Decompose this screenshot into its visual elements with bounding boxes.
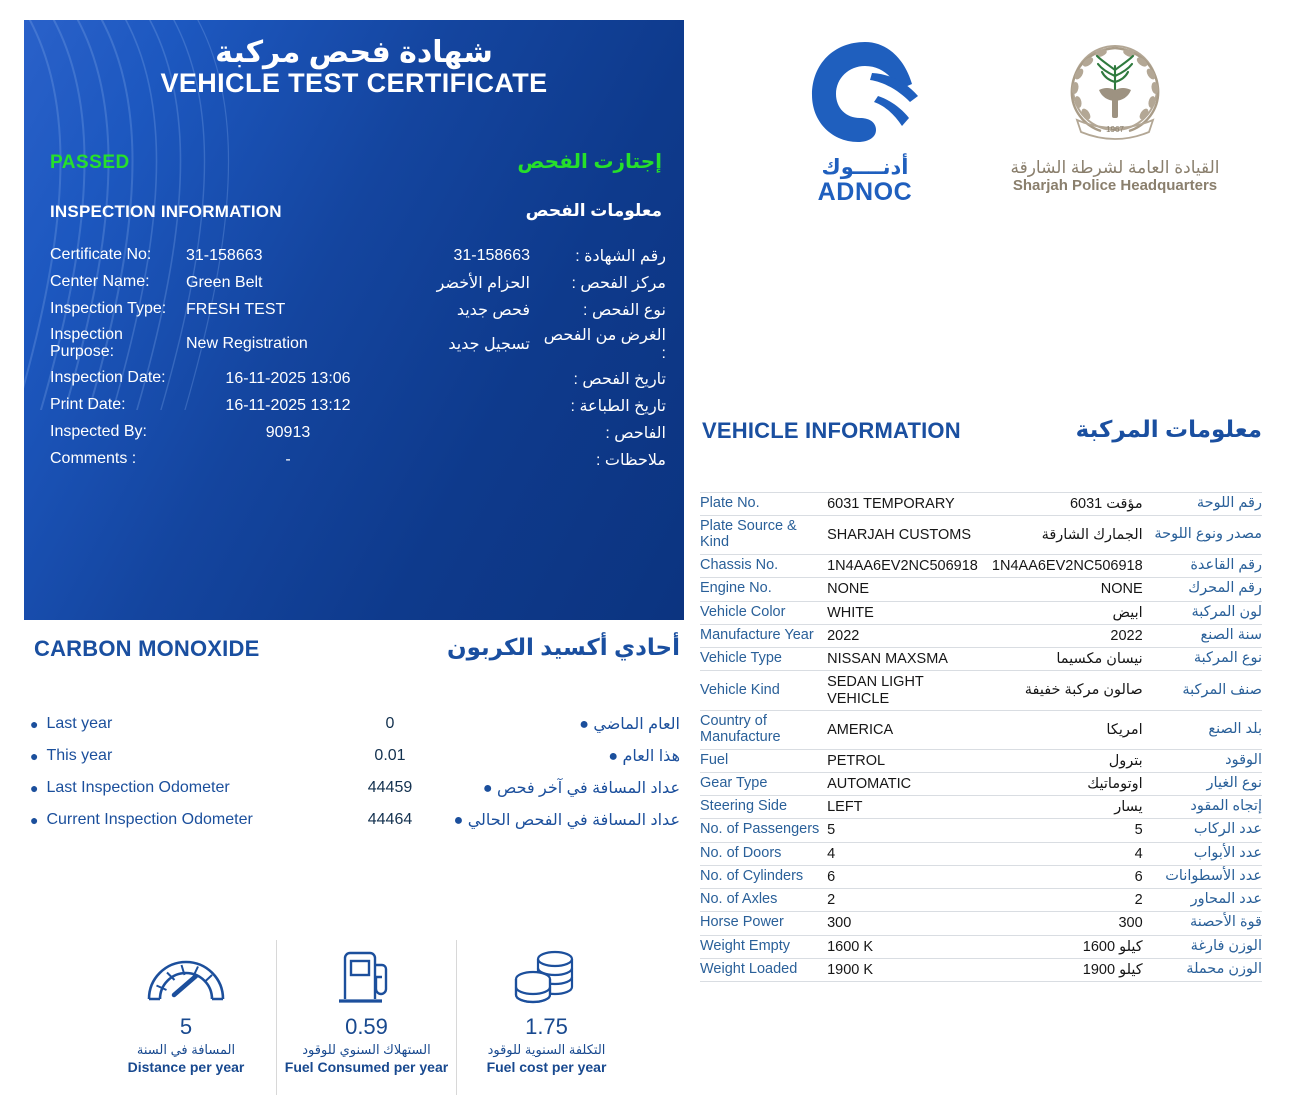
row-label-en: Country of Manufacture [700,710,827,749]
row-value-en: AMERICA [827,710,986,749]
table-row [700,671,1262,710]
row-value-en: 90913 [265,423,311,441]
table-row [700,796,1262,819]
status-label-en: PASSED [50,152,130,173]
vehicle-information-header [700,418,1262,452]
police-label-ar: القيادة العامة لشرطة الشارقة [1010,158,1220,177]
table-row [700,912,1262,935]
row-label-en: Comments : [50,450,137,468]
inspection-row [50,323,666,365]
table-row [700,710,1262,749]
sharjah-police-logo [995,36,1235,195]
table-row [700,578,1262,601]
vehicle-information-table [700,492,1262,982]
sharjah-police-emblem-icon [1055,36,1175,152]
row-value-ar: 2022 [986,624,1153,647]
row-value-ar: نيسان مكسيما [986,648,1153,671]
co-label-en [30,811,330,829]
table-row [700,889,1262,912]
inspection-row [50,269,666,296]
co-label-ar [450,746,680,766]
stat-value: 5 [179,1014,193,1039]
row-value-ar: 4 [986,842,1153,865]
row-value-ar: الحزام الأخضر [436,274,530,292]
bullet-icon: ● [30,716,39,732]
row-label-ar: عدد الركاب [1153,819,1262,842]
row-label-ar: الفاحص : [605,424,666,442]
stat-label-ar: المسافة في السنة [136,1042,236,1057]
row-value-ar: الجمارك الشارقة [986,516,1153,555]
stat-value: 0.59 [345,1014,388,1039]
row-label-ar: رقم المحرك [1153,578,1262,601]
row-value-ar: 300 [986,912,1153,935]
table-row [700,865,1262,888]
row-value-en: New Registration [186,335,308,352]
row-label-en: Inspection Type: [50,300,167,318]
bullet-icon: ● [30,812,39,828]
logo-bar [700,36,1280,226]
row-value-en: 300 [827,912,986,935]
row-value-ar: بترول [986,749,1153,772]
vehicle-information-title-en: VEHICLE INFORMATION [702,418,961,443]
row-value-en: 5 [827,819,986,842]
inspection-information-table [50,242,666,473]
row-label-en: No. of Axles [700,889,827,912]
annual-stats [96,940,636,1095]
row-label-ar: بلد الصنع [1153,710,1262,749]
row-label-ar: مركز الفحص : [571,274,666,292]
row-label-en: Manufacture Year [700,624,827,647]
row-label-ar: عدد المحاور [1153,889,1262,912]
inspection-information-header [50,202,662,226]
row-label-ar: تاريخ الطباعة : [570,397,666,415]
row-value-en: NONE [827,578,986,601]
inspection-information-header-en: INSPECTION INFORMATION [50,202,282,221]
status-badge [50,152,662,178]
table-row [700,648,1262,671]
row-label-en: Center Name: [50,273,150,291]
co-label-ar [450,810,680,830]
row-value-ar: 1N4AA6EV2NC506918 [986,555,1153,578]
row-value-en: 31-158663 [186,246,263,264]
row-value-ar: كيلو 1600 [986,935,1153,958]
inspection-row [50,242,666,269]
row-label-en: Vehicle Color [700,601,827,624]
police-label-en: Sharjah Police Headquarters [1012,177,1218,194]
coins-icon [509,946,585,1008]
row-value-en: WHITE [827,601,986,624]
adnoc-label-ar: أدنــــوك [821,156,909,179]
row-label-ar: تاريخ الفحص : [573,370,666,388]
row-label-en: Inspected By: [50,423,147,441]
inspection-row [50,392,666,419]
bullet-icon: ● [30,780,39,796]
row-value-ar: ابيض [986,601,1153,624]
row-value-ar: كيلو 1900 [986,958,1153,981]
row-label-ar: ملاحظات : [596,451,666,469]
row-label-ar: نوع المركبة [1153,648,1262,671]
table-row [700,749,1262,772]
row-label-en: Plate No. [700,493,827,516]
row-value-en: 2 [827,889,986,912]
row-label-en: Vehicle Kind [700,671,827,710]
table-row [700,601,1262,624]
row-value-en: FRESH TEST [186,300,286,318]
co-label-en-text: Last year [46,715,113,732]
row-value-ar: 2 [986,889,1153,912]
stat-fuel-consumed-per-year [276,940,456,1095]
carbon-monoxide-title-ar: أحادي أكسيد الكربون [447,634,680,660]
inspection-information-header-ar: معلومات الفحص [525,201,662,220]
row-label-ar: الوقود [1153,749,1262,772]
row-value-en: 6 [827,865,986,888]
row-value-ar: صالون مركبة خفيفة [986,671,1153,710]
row-value-ar: امريكا [986,710,1153,749]
co-label-en-text: This year [46,747,113,764]
stat-label-en: Distance per year [127,1058,245,1075]
list-item [30,772,680,804]
row-value-en: AUTOMATIC [827,772,986,795]
carbon-monoxide-section [30,636,680,836]
co-label-en-text: Last Inspection Odometer [46,779,230,796]
list-item [30,740,680,772]
co-value: 0 [385,715,395,732]
row-value-ar: فحص جديد [456,301,530,319]
list-item [30,708,680,740]
row-value-en: 4 [827,842,986,865]
co-label-ar-text: عداد المسافة في الفحص الحالي [467,812,680,829]
carbon-monoxide-list [30,708,680,836]
row-label-en: No. of Passengers [700,819,827,842]
row-label-en: Horse Power [700,912,827,935]
stat-label-en: Fuel cost per year [486,1058,607,1075]
row-label-ar: مصدر ونوع اللوحة [1153,516,1262,555]
row-label-en: Print Date: [50,396,126,414]
row-value-en: SEDAN LIGHT VEHICLE [827,671,986,710]
row-label-en: Weight Empty [700,935,827,958]
adnoc-logo [765,38,965,205]
row-label-ar: رقم القاعدة [1153,555,1262,578]
table-row [700,516,1262,555]
row-label-en: Vehicle Type [700,648,827,671]
speedometer-icon [143,946,229,1008]
co-label-ar-text: العام الماضي [593,716,680,733]
row-label-en: Steering Side [700,796,827,819]
co-value: 0.01 [374,747,406,764]
row-label-ar: لون المركبة [1153,601,1262,624]
row-value-ar: اوتوماتيك [986,772,1153,795]
row-label-ar: عدد الأبواب [1153,842,1262,865]
co-label-en [30,779,330,797]
row-value-en: 1600 K [827,935,986,958]
table-row [700,772,1262,795]
row-label-ar: رقم اللوحة [1153,493,1262,516]
row-value-ar: يسار [986,796,1153,819]
row-label-ar: الوزن فارغة [1153,935,1262,958]
row-value-en: 16-11-2025 13:06 [225,369,351,387]
inspection-row [50,419,666,446]
table-row [700,624,1262,647]
row-label-en: Engine No. [700,578,827,601]
co-label-en-text: Current Inspection Odometer [46,811,253,828]
row-label-en: No. of Doors [700,842,827,865]
stat-label-ar: الستهلاك السنوي للوقود [302,1042,431,1057]
adnoc-falcon-icon [806,38,924,148]
carbon-monoxide-header [30,636,680,670]
row-label-ar: الوزن محملة [1153,958,1262,981]
row-value-ar: تسجيل جديد [448,336,530,353]
bullet-icon: ● [30,748,39,764]
row-label-ar: إتجاه المقود [1153,796,1262,819]
bullet-icon: ● [579,716,589,733]
row-value-ar: 6 [986,865,1153,888]
row-label-en: Gear Type [700,772,827,795]
certificate-title [24,36,684,99]
row-value-en: Green Belt [186,273,263,291]
svg-text:1967: 1967 [1106,125,1124,134]
row-label-en: Fuel [700,749,827,772]
inspection-row [50,365,666,392]
co-value: 44459 [367,779,413,796]
row-value-ar: 5 [986,819,1153,842]
bullet-icon: ● [608,748,618,765]
row-label-en: Chassis No. [700,555,827,578]
row-value-en: 6031 TEMPORARY [827,493,986,516]
certificate-title-en: VEHICLE TEST CERTIFICATE [160,67,548,98]
row-label-ar: نوع الغيار [1153,772,1262,795]
table-row [700,819,1262,842]
row-value-en: 1900 K [827,958,986,981]
row-value-en: 16-11-2025 13:12 [225,396,351,414]
adnoc-label-en: ADNOC [817,178,913,206]
inspection-row [50,446,666,473]
row-value-en: SHARJAH CUSTOMS [827,516,986,555]
table-row [700,935,1262,958]
row-label-en: No. of Cylinders [700,865,827,888]
co-label-en [30,747,330,765]
row-value-en: PETROL [827,749,986,772]
co-label-en [30,715,330,733]
table-row [700,555,1262,578]
co-label-ar [450,714,680,734]
row-value-en: - [285,450,291,468]
bullet-icon: ● [482,780,493,797]
co-label-ar [450,778,680,798]
row-label-en: Plate Source & Kind [700,516,827,555]
stat-value: 1.75 [525,1014,568,1039]
row-value-en: LEFT [827,796,986,819]
vehicle-information-title-ar: معلومات المركبة [1075,416,1262,442]
row-label-ar: سنة الصنع [1153,624,1262,647]
row-label-ar: رقم الشهادة : [575,247,666,265]
table-row [700,958,1262,981]
row-label-ar: نوع الفحص : [583,301,666,319]
row-value-ar: NONE [986,578,1153,601]
certificate-title-ar: شهادة فحص مركبة [215,36,493,69]
row-value-en: NISSAN MAXSMA [827,648,986,671]
row-label-ar: صنف المركبة [1153,671,1262,710]
row-label-en: Weight Loaded [700,958,827,981]
row-value-ar: 31-158663 [453,246,530,264]
inspection-row [50,296,666,323]
row-label-en: Inspection Purpose: [50,326,123,360]
row-label-ar: عدد الأسطوانات [1153,865,1262,888]
stat-distance-per-year [96,940,276,1095]
stat-fuel-cost-per-year [456,940,636,1095]
carbon-monoxide-title-en: CARBON MONOXIDE [34,636,260,661]
list-item [30,804,680,836]
bullet-icon: ● [453,812,464,829]
status-label-ar: إجتازت الفحص [517,151,662,173]
stat-label-ar: التكلفة السنوية للوقود [487,1042,606,1057]
row-value-en: 2022 [827,624,986,647]
fuel-pump-icon [329,946,405,1008]
row-label-ar: قوة الأحصنة [1153,912,1262,935]
table-row [700,493,1262,516]
row-label-ar: الغرض من الفحص : [543,327,666,362]
row-value-en: 1N4AA6EV2NC506918 [827,555,986,578]
table-row [700,842,1262,865]
co-value: 44464 [367,811,413,828]
co-label-ar-text: هذا العام [622,748,680,765]
row-value-ar: مؤقت 6031 [986,493,1153,516]
row-label-en: Certificate No: [50,246,152,264]
row-label-en: Inspection Date: [50,369,166,387]
stat-label-en: Fuel Consumed per year [284,1058,449,1075]
certificate-panel [24,20,684,620]
co-label-ar-text: عداد المسافة في آخر فحص [497,780,680,797]
